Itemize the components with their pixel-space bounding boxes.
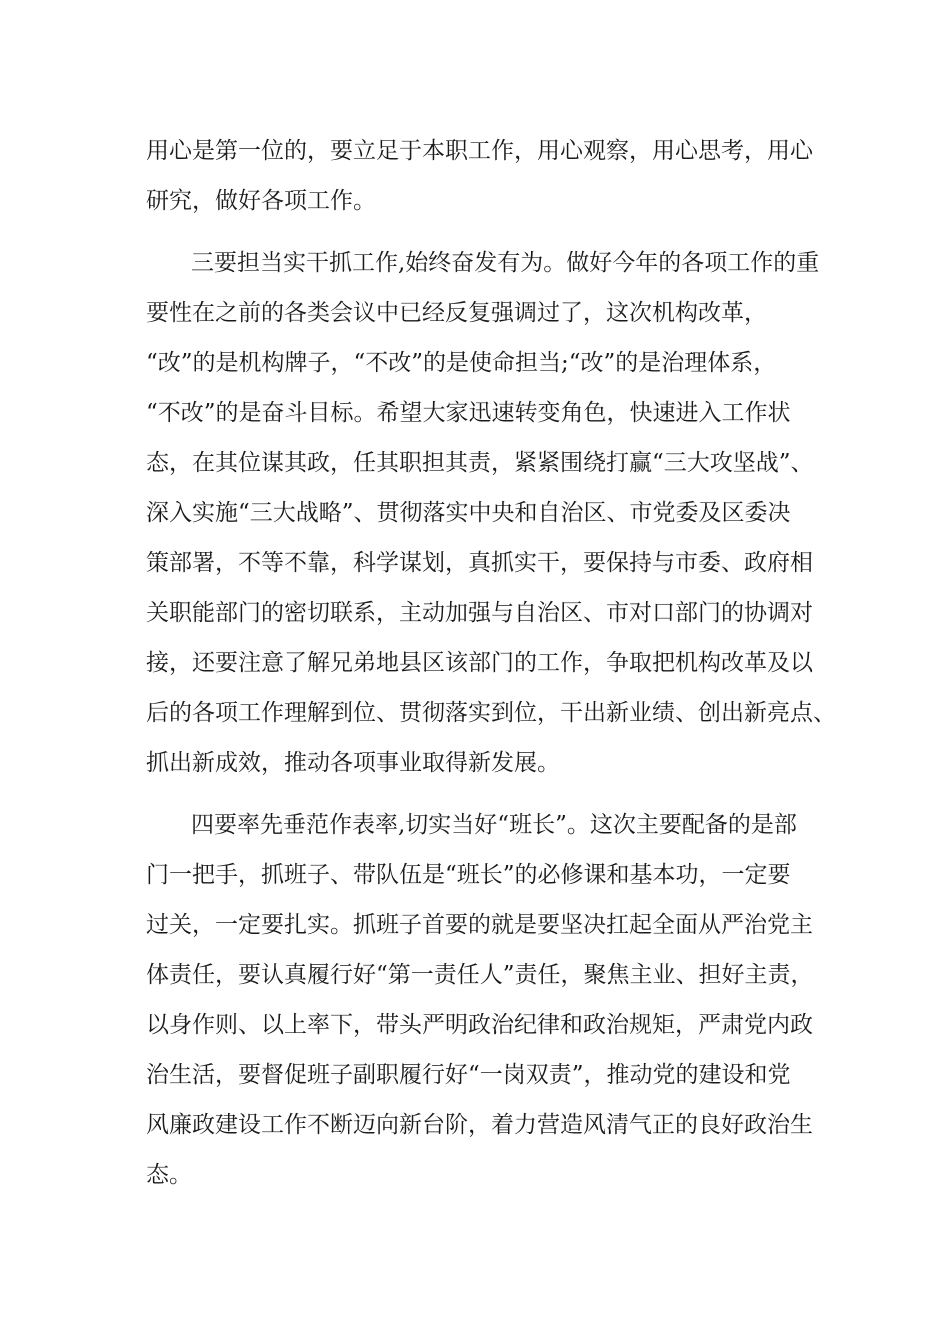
paragraph-2-line-2: 要性在之前的各类会议中已经反复强调过了，这次机构改革， — [146, 300, 767, 326]
paragraph-2-line-5: 态，在其位谋其政，任其职担其责，紧紧围绕打赢“三大攻坚战”、 — [146, 450, 814, 476]
paragraph-1-line-2: 研究，做好各项工作。 — [146, 188, 376, 214]
paragraph-3-line-3: 过关，一定要扎实。抓班子首要的就是要坚决扛起全面从严治党主 — [146, 912, 813, 938]
paragraph-2-line-7: 策部署，不等不靠，科学谋划，真抓实干，要保持与市委、政府相 — [146, 550, 813, 576]
paragraph-3-line-8: 态。 — [146, 1162, 192, 1188]
paragraph-2-line-10: 后的各项工作理解到位、贯彻落实到位，干出新业绩、创出新亮点、 — [146, 700, 836, 726]
paragraph-2-line-8: 关职能部门的密切联系，主动加强与自治区、市对口部门的协调对 — [146, 600, 813, 626]
paragraph-2-line-11: 抓出新成效，推动各项事业取得新发展。 — [146, 750, 560, 776]
paragraph-2-line-3: “改”的是机构牌子，“不改”的是使命担当;“改”的是治理体系， — [146, 350, 777, 376]
paragraph-3-line-2: 门一把手，抓班子、带队伍是“班长”的必修课和基本功，一定要 — [146, 862, 791, 888]
paragraph-3-line-6: 治生活，要督促班子副职履行好“一岗双责”，推动党的建设和党 — [146, 1062, 791, 1088]
paragraph-2-line-9: 接，还要注意了解兄弟地县区该部门的工作，争取把机构改革及以 — [146, 650, 813, 676]
paragraph-2-line-1: 三要担当实干抓工作,始终奋发有为。做好今年的各项工作的重 — [191, 250, 820, 276]
paragraph-3-line-7: 风廉政建设工作不断迈向新台阶，着力营造风清气正的良好政治生 — [146, 1112, 813, 1138]
paragraph-2-line-6: 深入实施“三大战略”、贯彻落实中央和自治区、市党委及区委决 — [146, 500, 791, 526]
paragraph-3-line-1: 四要率先垂范作表率,切实当好“班长”。这次主要配备的是部 — [191, 812, 797, 838]
paragraph-3-line-5: 以身作则、以上率下，带头严明政治纪律和政治规矩，严肃党内政 — [146, 1012, 813, 1038]
paragraph-2-line-4: “不改”的是奋斗目标。希望大家迅速转变角色，快速进入工作状 — [146, 400, 791, 426]
paragraph-1-line-1: 用心是第一位的，要立足于本职工作，用心观察，用心思考，用心 — [146, 138, 813, 164]
paragraph-3-line-4: 体责任，要认真履行好“第一责任人”责任，聚焦主业、担好主责， — [146, 962, 814, 988]
